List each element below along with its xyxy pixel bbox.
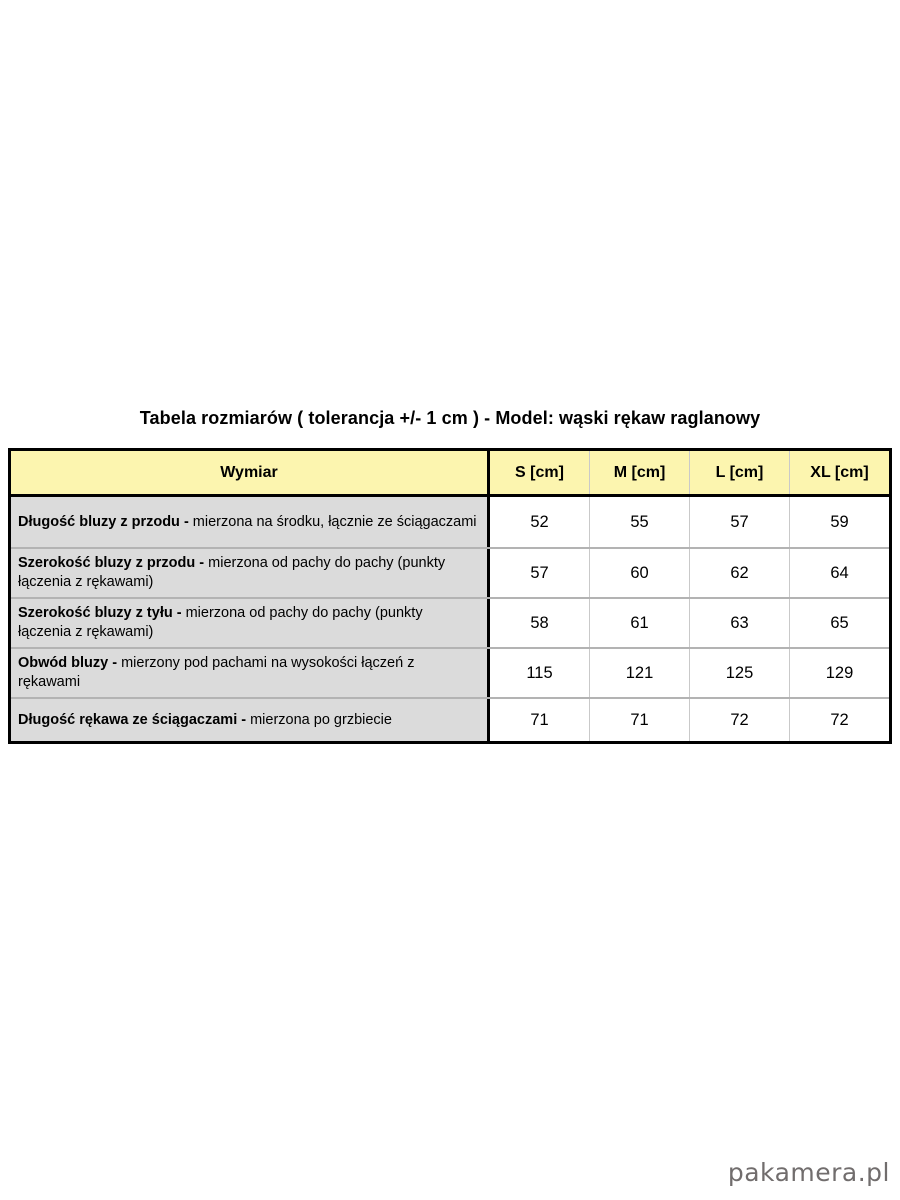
size-value-cell: 55 [589,497,689,547]
table-row [11,697,889,741]
size-value-cell: 52 [530,512,549,531]
header-size-xl: XL [cm] [789,451,889,494]
size-value-cell: 60 [589,549,689,597]
pakamera-watermark: pakamera.pl [727,1158,890,1187]
row-label-desc: mierzona od pachy do pachy (punkty łączenia z rękawami) [18,605,423,640]
size-value-cell: 121 [589,649,689,697]
row-label [11,599,490,647]
size-value-cell: 64 [789,549,889,597]
row-label-desc: mierzona od pachy do pachy (punkty łączenia z rękawami) [18,555,446,590]
size-value-cell: 65 [789,599,889,647]
row-label-text [18,554,477,592]
row-label-bold: Szerokość bluzy z tyłu - [18,605,182,621]
size-value-cell: 71 [589,699,689,741]
row-label-bold: Długość bluzy z przodu - [18,513,189,530]
size-value-cell: 62 [689,549,789,597]
page-title: Tabela rozmiarów ( tolerancja +/- 1 cm ) - Model: wąski rękaw raglanowy [139,408,761,428]
row-label-desc: mierzony pod pachami na wysokości łączeń z rękawami [18,655,415,690]
size-value-cell: 71 [530,710,549,729]
row-label [11,699,490,741]
size-value-cell: 59 [789,497,889,547]
row-label-bold: Obwód bluzy - [18,655,118,671]
table-row [11,547,889,597]
header-size-l: L [cm] [689,451,789,494]
size-value-cell: 72 [789,699,889,741]
size-value-cell: 125 [689,649,789,697]
table-row [11,597,889,647]
size-value-cell: 58 [530,613,549,632]
size-value-cell: 72 [689,699,789,741]
row-label-text [18,604,477,642]
row-label-desc: mierzona po grzbiecie [246,711,392,728]
row-label [11,497,490,547]
row-label-text [18,711,392,730]
header-size-s: S [cm] [515,463,564,481]
row-label [11,649,490,697]
header-dimension-cell: Wymiar [11,451,490,494]
row-label [11,549,490,597]
size-value-cell: 57 [530,563,549,582]
table-header-row [11,451,889,497]
size-value-cell: 63 [689,599,789,647]
table-row [11,647,889,697]
row-label-bold: Długość rękawa ze ściągaczami - [18,711,247,728]
table-row [11,497,889,547]
row-label-bold: Szerokość bluzy z przodu - [18,555,205,571]
size-value-cell: 115 [526,663,553,682]
size-value-cell: 61 [589,599,689,647]
row-label-text [18,513,477,532]
size-table [8,448,892,744]
size-value-cell: 57 [689,497,789,547]
size-value-cell: 129 [789,649,889,697]
header-size-m: M [cm] [589,451,689,494]
row-label-desc: mierzona na środku, łącznie ze ściągaczami [188,513,477,530]
row-label-text [18,654,477,692]
